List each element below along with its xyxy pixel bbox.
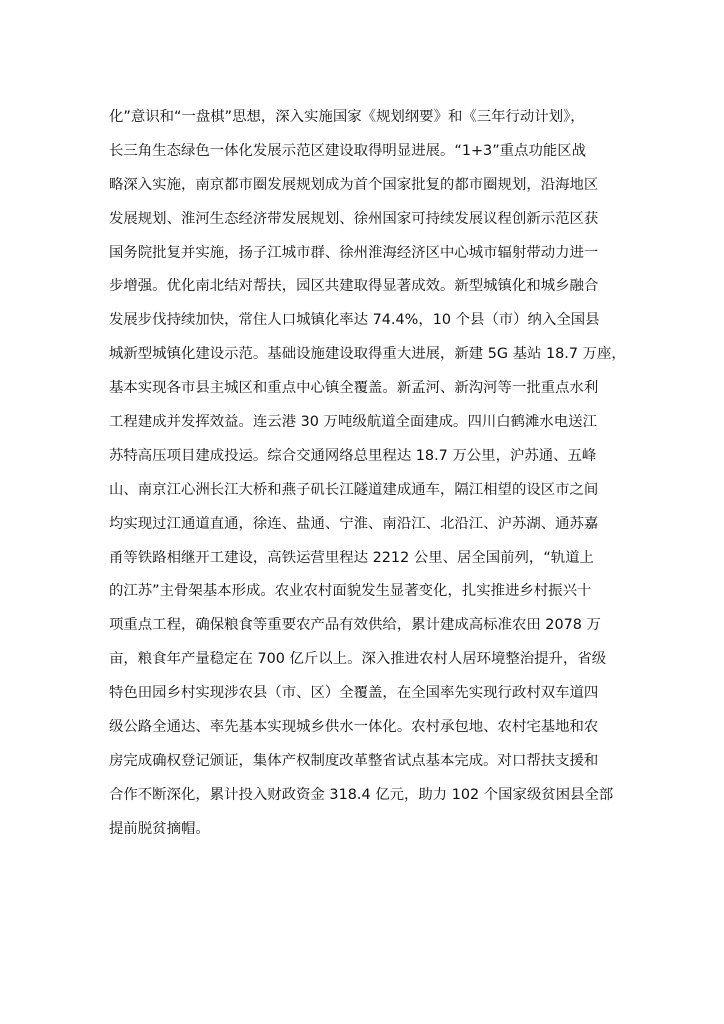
text-line: 项重点工程，确保粮食等重要农产品有效供给，累计建成高标准农田 2078 万 [109, 617, 601, 634]
text-line: 步增强。优化南北结对帮扶，园区共建取得显著成效。新型城镇化和城乡融合 [109, 278, 599, 295]
text-line: 苏特高压项目建成投运。综合交通网络总里程达 18.7 万公里，沪苏通、五峰 [109, 447, 597, 464]
text-line: 略深入实施，南京都市圈发展规划成为首个国家批复的都市圈规划，沿海地区 [109, 176, 599, 193]
text-line: 均实现过江通道直通，徐连、盐通、宁淮、南沿江、北沿江、沪苏湖、通苏嘉 [109, 515, 599, 532]
text-line: 级公路全通达、率先基本实现城乡供水一体化。农村承包地、农村宅基地和农 [109, 719, 599, 736]
text-line: 工程建成并发挥效益。连云港 30 万吨级航道全面建成。四川白鹤滩水电送江 [109, 414, 597, 431]
text-line: 化”意识和“一盘棋”思想，深入实施国家《规划纲要》和《三年行动计划》， [109, 109, 585, 125]
text-line: 长三角生态绿色一体化发展示范区建设取得明显进展。“1+3”重点功能区战 [109, 142, 587, 159]
text-line: 合作不断深化，累计投入财政资金 318.4 亿元，助力 102 个国家级贫困县全部 [109, 786, 614, 803]
text-line: 山、南京江心洲长江大桥和燕子矶长江隧道建成通车，隔江相望的设区市之间 [109, 481, 599, 498]
text-line: 国务院批复并实施，扬子江城市群、徐州淮海经济区中心城市辐射带动力进一 [109, 244, 599, 261]
text-line: 特色田园乡村实现涉农县（市、区）全覆盖，在全国率先实现行政村双车道四 [109, 685, 599, 702]
text-line: 甬等铁路相继开工建设，高铁运营里程达 2212 公里、居全国前列，“轨道上 [109, 549, 594, 566]
text-line: 发展步伐持续加快，常住人口城镇化率达 74.4%，10 个县（市）纳入全国县 [109, 312, 600, 329]
text-line: 房完成确权登记颁证，集体产权制度改革整省试点基本完成。对口帮扶支援和 [109, 752, 599, 769]
text-line: 亩，粮食年产量稳定在 700 亿斤以上。深入推进农村人居环境整治提升，省级 [109, 651, 607, 668]
body-paragraph [109, 103, 629, 849]
text-line: 的江苏”主骨架基本形成。农业农村面貌发生显著变化，扎实推进乡村振兴十 [109, 583, 592, 600]
text-line: 基本实现各市县主城区和重点中心镇全覆盖。新孟河、新沟河等一批重点水利 [109, 380, 599, 397]
text-line: 发展规划、淮河生态经济带发展规划、徐州国家可持续发展议程创新示范区获 [109, 210, 599, 227]
text-line: 城新型城镇化建设示范。基础设施建设取得重大进展，新建 5G 基站 18.7 万座， [109, 346, 626, 363]
text-line: 提前脱贫摘帽。 [109, 820, 210, 837]
